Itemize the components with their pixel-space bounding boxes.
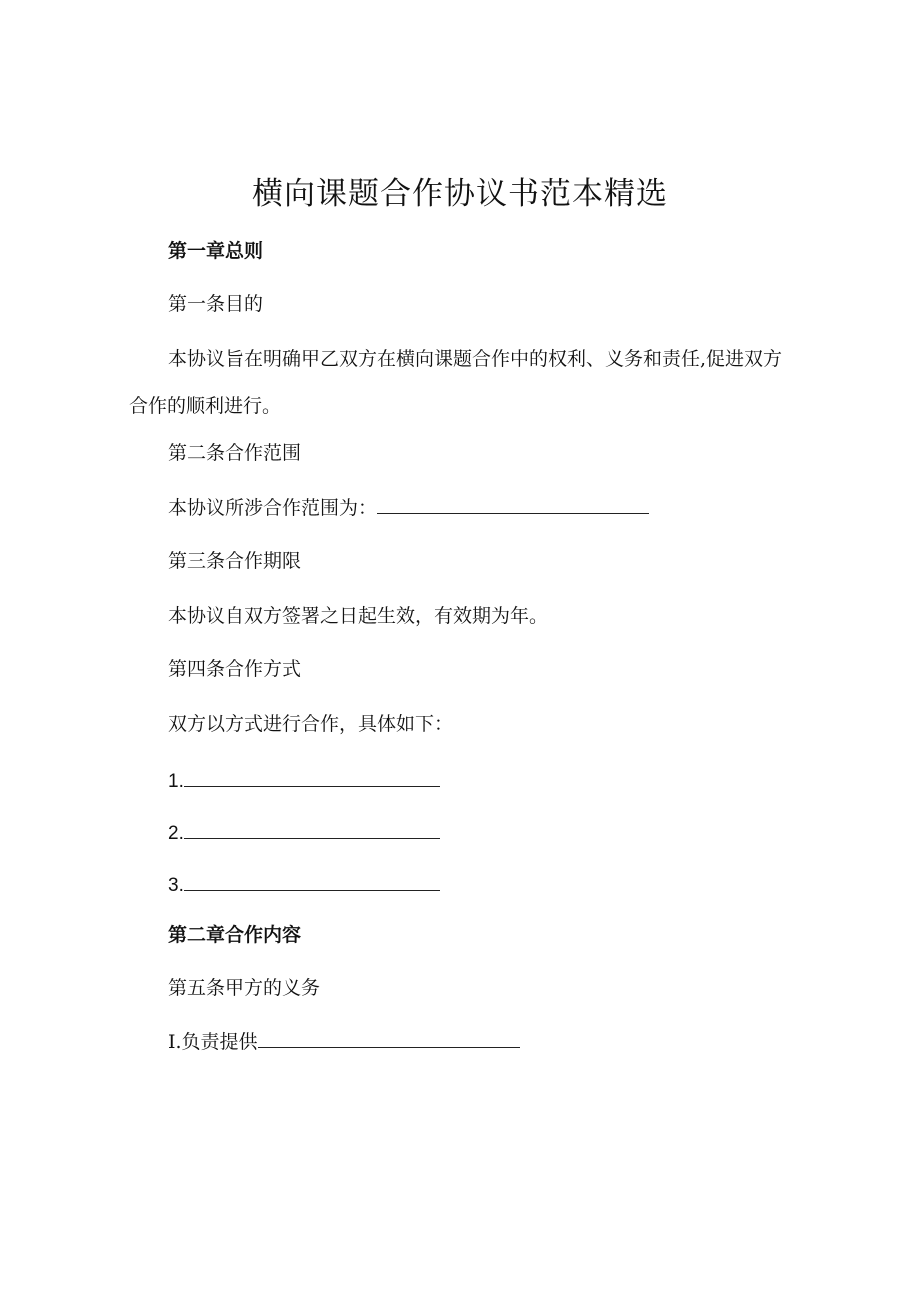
chapter2-heading: 第二章合作内容	[168, 924, 302, 946]
provide-blank-field[interactable]	[258, 1029, 520, 1048]
article4-text: 双方以方式进行合作，具体如下：	[168, 713, 454, 735]
article2-line	[168, 495, 649, 521]
list-item-number: 3.	[168, 875, 184, 896]
article5-item-line	[168, 1029, 520, 1055]
list-item	[168, 768, 440, 795]
article1-text: 本协议旨在明确甲乙双方在横向课题合作中的权利、义务和责任,促进双方合作的顺利进行。	[129, 348, 783, 417]
document-title: 横向课题合作协议书范本精选	[252, 176, 668, 212]
list-item-blank-field[interactable]	[184, 768, 440, 787]
article4-title: 第四条合作方式	[168, 658, 302, 680]
article5-item1: I.负责提供	[168, 1031, 258, 1053]
list-item	[168, 820, 440, 847]
list-item-number: 1.	[168, 771, 184, 792]
list-item	[168, 872, 440, 899]
list-item-number: 2.	[168, 823, 184, 844]
article1-title: 第一条目的	[168, 293, 264, 315]
list-item-blank-field[interactable]	[184, 820, 440, 839]
article2-title: 第二条合作范围	[168, 442, 302, 464]
scope-blank-field[interactable]	[377, 495, 649, 514]
chapter1-heading: 第一章总则	[168, 240, 264, 262]
article5-title: 第五条甲方的义务	[168, 977, 321, 999]
article3-title: 第三条合作期限	[168, 550, 302, 572]
article3-text: 本协议自双方签署之日起生效，有效期为年。	[168, 605, 549, 627]
list-item-blank-field[interactable]	[184, 872, 440, 891]
article2-text: 本协议所涉合作范围为：	[168, 497, 378, 519]
